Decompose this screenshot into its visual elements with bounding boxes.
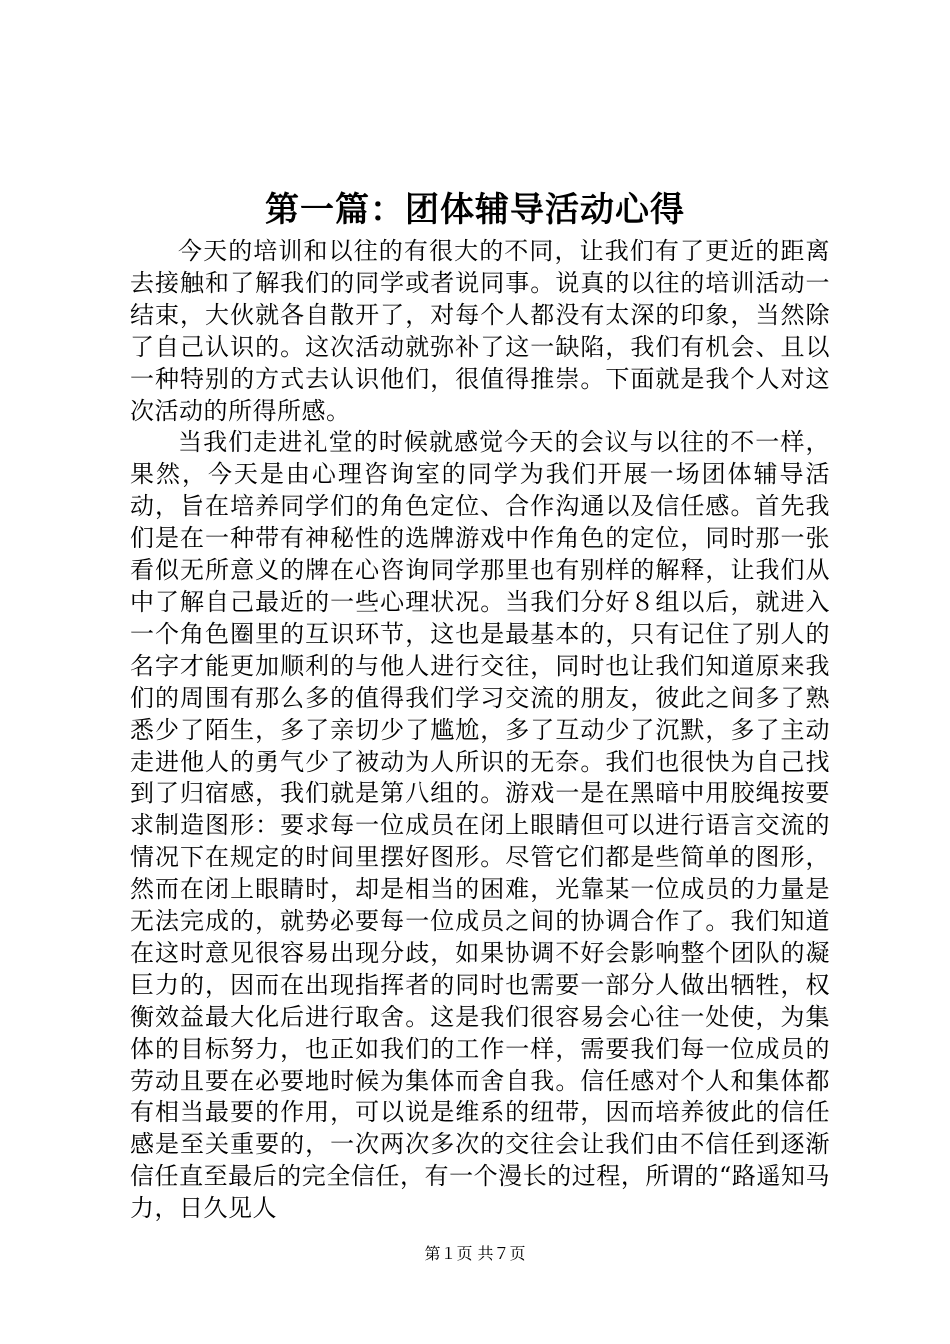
paragraph-1: 今天的培训和以往的有很大的不同，让我们有了更近的距离去接触和了解我们的同学或者说同事。说真的以往的培训活动一结束，大伙就各自散开了，对每个人都没有太深的印象，当然除了自己认识的。这次活动就弥补了这一缺陷，我们有机会、且以一种特别的方式去认识他们，很值得推崇。下面就是我个人对这次活动的所得所感。 <box>130 237 830 425</box>
document-title: 第一篇：团体辅导活动心得 <box>265 190 685 230</box>
document-body <box>130 236 830 1225</box>
paragraph-2: 当我们走进礼堂的时候就感觉今天的会议与以往的不一样，果然，今天是由心理咨询室的同学为我们开展一场团体辅导活动，旨在培养同学们的角色定位、合作沟通以及信任感。首先我们是在一种带有神秘性的选牌游戏中作角色的定位，同时那一张看似无所意义的牌在心咨询同学那里也有别样的解释，让我们从中了解自己最近的一些心理状况。当我们分好８组以后，就进入一个角色圈里的互识环节，这也是最基本的，只有记住了别人的名字才能更加顺利的与他人进行交往，同时也让我们知道原来我们的周围有那么多的值得我们学习交流的朋友，彼此之间多了熟悉少了陌生，多了亲切少了尴尬，多了互动少了沉默，多了主动走进他人的勇气少了被动为人所识的无奈。我们也很快为自己找到了归宿感，我们就是第八组的。游戏一是在黑暗中用胶绳按要求制造图形：要求每一位成员在闭上眼睛但可以进行语言交流的情况下在规定的时间里摆好图形。尽管它们都是些简单的图形，然而在闭上眼睛时，却是相当的困难，光靠某一位成员的力量是无法完成的，就势必要每一位成员之间的协调合作了。我们知道在这时意见很容易出现分歧，如果协调不好会影响整个团队的凝巨力的，因而在出现指挥者的同时也需要一部分人做出牺牲，权衡效益最大化后进行取舍。这是我们很容易会心往一处使，为集体的目标努力，也正如我们的工作一样，需要我们每一位成员的劳动且要在必要地时候为集体而舍自我。信任感对个人和集体都有相当最要的作用，可以说是维系的纽带，因而培养彼此的信任感是至关重要的，一次两次多次的交往会让我们由不信任到逐渐信任直至最后的完全信任，有一个漫长的过程，所谓的“路遥知马力，日久见人 <box>130 428 830 1223</box>
page-footer: 第１页 共７页 <box>424 1244 526 1263</box>
